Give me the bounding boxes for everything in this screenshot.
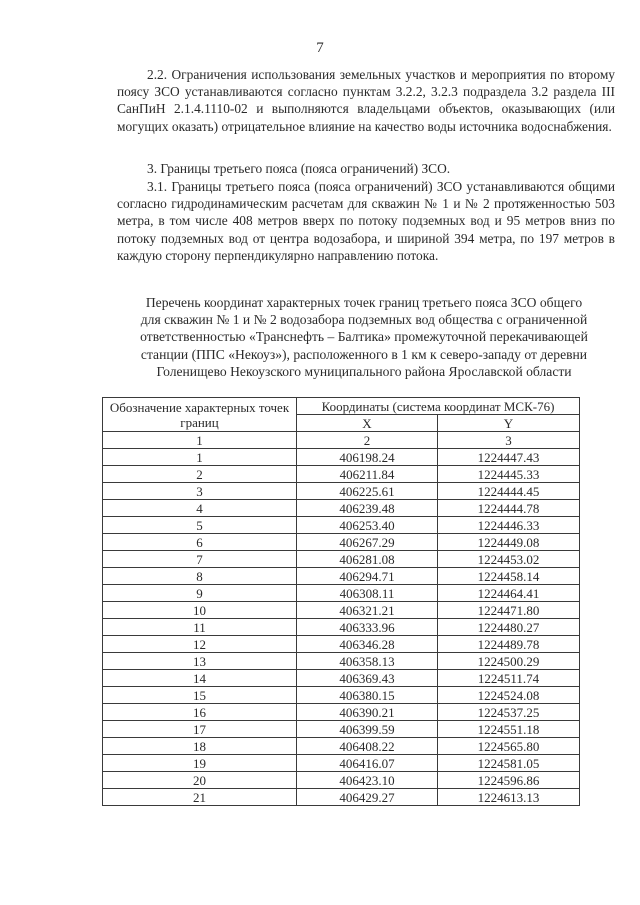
cell-y: 1224551.18 [438,721,580,738]
cell-y: 1224524.08 [438,687,580,704]
cell-x: 406399.59 [297,721,438,738]
list-heading-line-4: станции (ППС «Некоуз»), расположенного в 1 км к северо-западу от деревни [140,346,588,362]
cell-point: 19 [103,755,297,772]
cell-x: 406346.28 [297,636,438,653]
coordinates-table [102,397,580,806]
cell-x: 406423.10 [297,772,438,789]
cell-x: 406429.27 [297,789,438,806]
cell-point: 18 [103,738,297,755]
cell-point: 8 [103,568,297,585]
table-row [103,772,580,789]
table-row [103,500,580,517]
coordinates-table-body [103,449,580,806]
table-row [103,483,580,500]
cell-point: 2 [103,466,297,483]
table-row [103,789,580,806]
cell-y: 1224453.02 [438,551,580,568]
paragraph-3-1 [117,178,615,264]
table-row [103,670,580,687]
table-row [103,551,580,568]
list-heading-line-1: Перечень координат характерных точек границ третьего пояса ЗСО общего [145,295,583,310]
cell-x: 406408.22 [297,738,438,755]
coordinates-list-heading [108,294,620,380]
cell-y: 1224458.14 [438,568,580,585]
cell-point: 11 [103,619,297,636]
table-row [103,721,580,738]
table-row [103,738,580,755]
cell-point: 20 [103,772,297,789]
table-row [103,585,580,602]
cell-point: 15 [103,687,297,704]
table-row [103,619,580,636]
cell-point: 14 [103,670,297,687]
cell-y: 1224480.27 [438,619,580,636]
list-heading-line-5: Голенищево Некоузского муниципального района Ярославской области [156,363,572,379]
cell-y: 1224537.25 [438,704,580,721]
cell-x: 406239.48 [297,500,438,517]
cell-y: 1224444.78 [438,500,580,517]
cell-point: 16 [103,704,297,721]
cell-y: 1224471.80 [438,602,580,619]
column-number-3: 3 [438,432,580,449]
cell-y: 1224511.74 [438,670,580,687]
cell-x: 406267.29 [297,534,438,551]
cell-x: 406294.71 [297,568,438,585]
header-coordinates: Координаты (система координат МСК-76) [297,398,580,415]
cell-point: 12 [103,636,297,653]
cell-point: 13 [103,653,297,670]
table-row [103,568,580,585]
table-row [103,534,580,551]
cell-y: 1224581.05 [438,755,580,772]
column-number-2: 2 [297,432,438,449]
section-3-heading: 3. Границы третьего пояса (пояса ограничений) ЗСО. [147,161,451,176]
paragraph-3-1-text: 3.1. Границы третьего пояса (пояса ограничений) ЗСО устанавливаются общими согласно гидродинамическим расчетам для скважин № 1 и № 2 протяженностью 503 метра, в том числе 408 метров вверх по потоку подземных вод и 95 метров вниз по потоку подземных вод от центра водозабора, и шириной 394 метра, по 197 метров в каждую сторону перпендикулярно направлению потока. [117,179,615,263]
cell-x: 406321.21 [297,602,438,619]
cell-y: 1224449.08 [438,534,580,551]
list-heading-line-2: для скважин № 1 и № 2 водозабора подземных вод общества с ограниченной [140,312,588,328]
cell-y: 1224447.43 [438,449,580,466]
cell-y: 1224489.78 [438,636,580,653]
list-heading-line-3: ответственностью «Транснефть – Балтика» промежуточной перекачивающей [140,329,588,345]
cell-x: 406333.96 [297,619,438,636]
table-row [103,517,580,534]
cell-x: 406225.61 [297,483,438,500]
table-row [103,687,580,704]
cell-point: 4 [103,500,297,517]
cell-x: 406369.43 [297,670,438,687]
cell-y: 1224613.13 [438,789,580,806]
cell-x: 406416.07 [297,755,438,772]
cell-x: 406358.13 [297,653,438,670]
header-y: Y [438,415,580,432]
cell-point: 5 [103,517,297,534]
cell-point: 7 [103,551,297,568]
cell-y: 1224464.41 [438,585,580,602]
table-row [103,636,580,653]
cell-y: 1224596.86 [438,772,580,789]
cell-point: 21 [103,789,297,806]
table-row [103,449,580,466]
table-row [103,755,580,772]
table-row [103,704,580,721]
table-row [103,466,580,483]
table-row [103,653,580,670]
cell-x: 406198.24 [297,449,438,466]
cell-point: 1 [103,449,297,466]
cell-point: 3 [103,483,297,500]
cell-x: 406390.21 [297,704,438,721]
cell-y: 1224444.45 [438,483,580,500]
header-points: Обозначение характерных точек границ [103,398,297,432]
paragraph-2-2-text: 2.2. Ограничения использования земельных участков и мероприятия по второму поясу ЗСО устанавливаются согласно пунктам 3.2.2, 3.2.3 подраздела 3.2 раздела III СанПиН 2.1.4.1110-02 и выполняются владельцами объектов, оказывающих (или могущих оказать) отрицательное влияние на качество воды источника водоснабжения. [117,67,615,134]
cell-point: 6 [103,534,297,551]
cell-point: 10 [103,602,297,619]
cell-y: 1224500.29 [438,653,580,670]
paragraph-2-2 [117,66,615,135]
cell-point: 9 [103,585,297,602]
cell-y: 1224565.80 [438,738,580,755]
table-row [103,602,580,619]
cell-x: 406281.08 [297,551,438,568]
page-number: 7 [316,40,324,56]
cell-x: 406380.15 [297,687,438,704]
cell-y: 1224446.33 [438,517,580,534]
header-x: X [297,415,438,432]
cell-x: 406211.84 [297,466,438,483]
cell-y: 1224445.33 [438,466,580,483]
column-number-1: 1 [103,432,297,449]
cell-point: 17 [103,721,297,738]
cell-x: 406308.11 [297,585,438,602]
cell-x: 406253.40 [297,517,438,534]
